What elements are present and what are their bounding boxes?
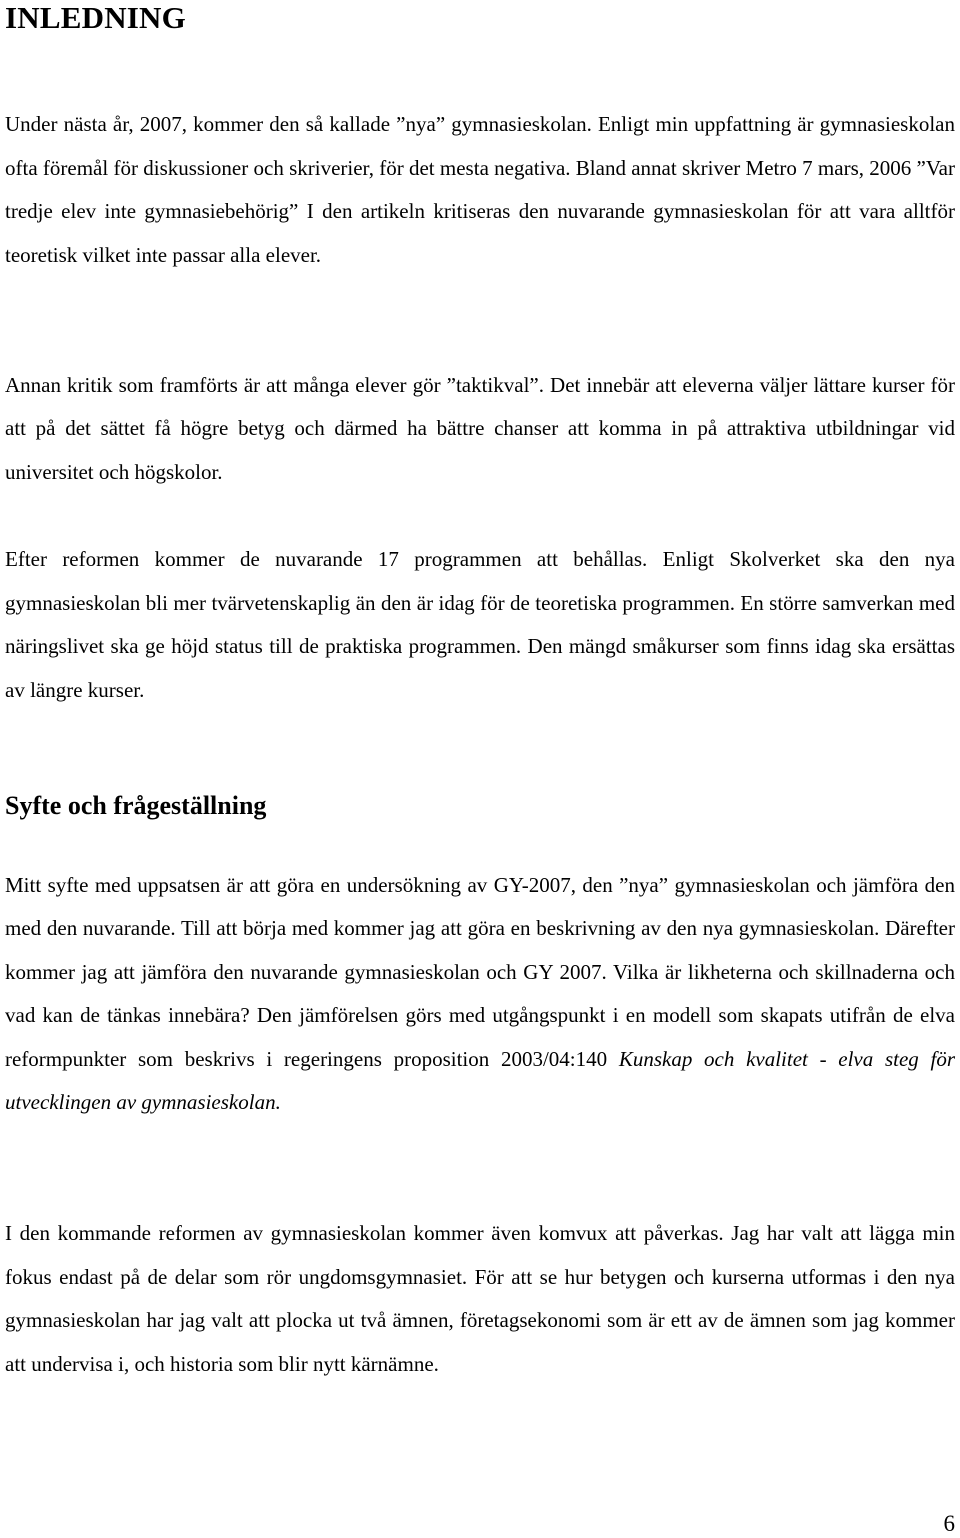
purpose-paragraph-2: I den kommande reformen av gymnasieskolan kommer även komvux att påverkas. Jag har valt att lägga min fokus endast på de delar som rör ungdomsgymnasiet. För att se hur betygen och kurserna utformas i den nya gymnasieskolan har jag valt att plocka ut två ämnen, företagsekonomi som är ett av de ämnen som jag kommer att undervisa i, och historia som blir nytt kärnämne.	[5, 1221, 955, 1376]
page-number: 6	[943, 1511, 955, 1536]
intro-paragraph-3: Efter reformen kommer de nuvarande 17 programmen att behållas. Enligt Skolverket ska den nya gymnasieskolan bli mer tvärvetenskaplig än den är idag för de teoretiska programmen. En större samverkan med näringslivet ska ge höjd status till de praktiska programmen. Den mängd småkurser som finns idag ska ersättas av längre kurser.	[5, 547, 955, 702]
section-heading-intro: INLEDNING	[5, 0, 186, 35]
cited-proposition-title: Kunskap och kvalitet - elva steg för utvecklingen av gymnasieskolan.	[5, 1046, 955, 1115]
purpose-paragraph-1	[5, 864, 955, 1124]
section-heading-purpose: Syfte och frågeställning	[5, 791, 267, 820]
intro-paragraph-1: Under nästa år, 2007, kommer den så kallade ”nya” gymnasieskolan. Enligt min uppfattning är gymnasieskolan ofta föremål för diskussioner och skriverier, för det mesta negativa. Bland annat skriver Metro 7 mars, 2006 ”Var tredje elev inte gymnasiebehörig” I den artikeln kritiseras den nuvarande gymnasieskolan för att vara alltför teoretisk vilket inte passar alla elever.	[5, 112, 955, 267]
intro-paragraph-2: Annan kritik som framförts är att många elever gör ”taktikval”. Det innebär att eleverna väljer lättare kurser för att på det sättet få högre betyg och därmed ha bättre chanser att komma in på attraktiva utbildningar vid universitet och högskolor.	[5, 373, 955, 484]
purpose-paragraph-1-text: Mitt syfte med uppsatsen är att göra en undersökning av GY-2007, den ”nya” gymnasieskolan och jämföra den med den nuvarande. Till att börja med kommer jag att göra en beskrivning av den nya gymnasieskolan. Därefter kommer jag att jämföra den nuvarande gymnasieskolan och GY 2007. Vilka är likheterna och skillnaderna och vad kan de tänkas innebära? Den jämförelsen görs med utgångspunkt i en modell som skapats utifrån de elva reformpunkter som beskrivs i regeringens proposition 2003/04:140	[5, 873, 955, 1071]
